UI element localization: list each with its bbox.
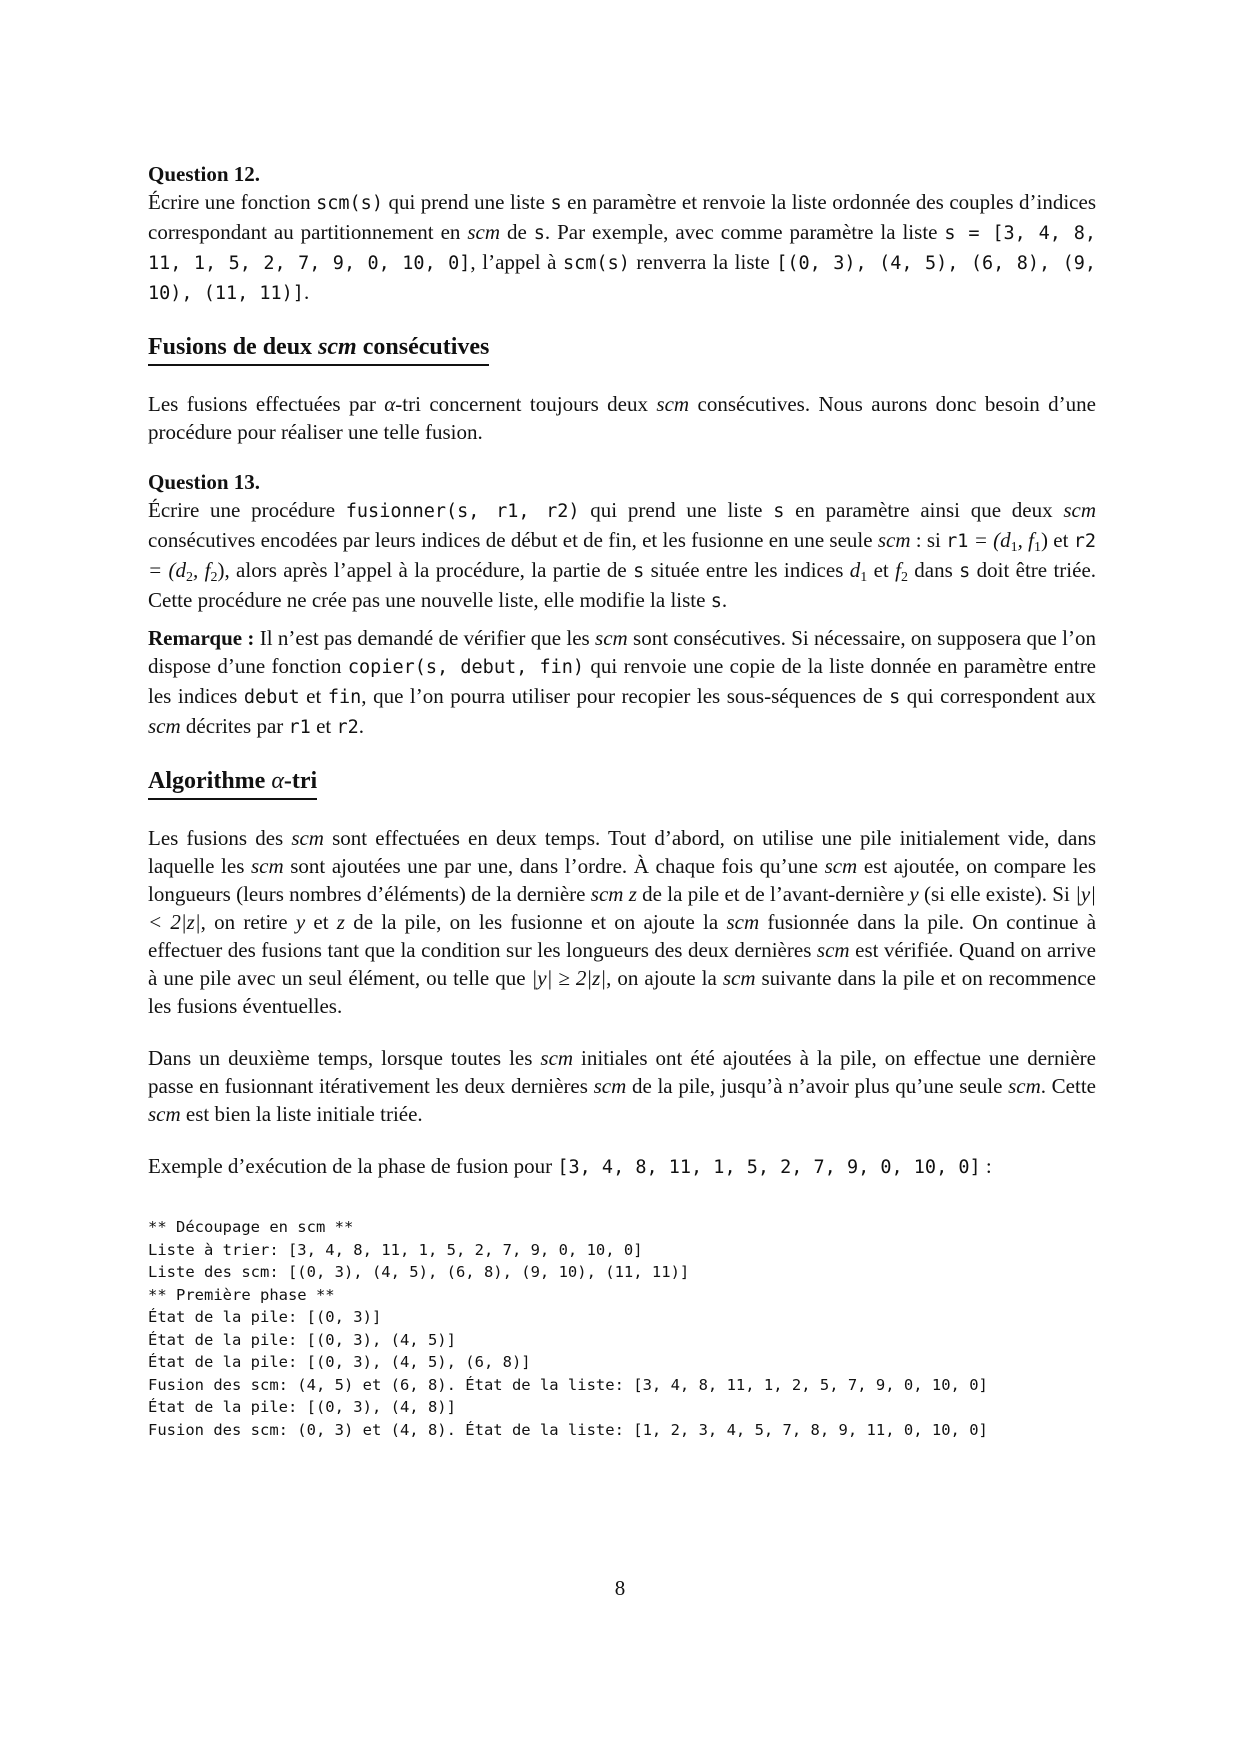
question-12 bbox=[148, 160, 1096, 308]
paragraph-example-intro: Exemple d’exécution de la phase de fusion pour [3, 4, 8, 11, 1, 5, 2, 7, 9, 0, 10, 0] : bbox=[148, 1154, 992, 1178]
page-number: 8 bbox=[614, 1576, 626, 1600]
code-line: Liste à trier: [3, 4, 8, 11, 1, 5, 2, 7, 9, 0, 10, 0] bbox=[148, 1240, 643, 1259]
code-line: État de la pile: [(0, 3), (4, 8)] bbox=[148, 1398, 456, 1416]
remark-label: Remarque : bbox=[148, 626, 255, 650]
code-output-block bbox=[148, 1216, 1096, 1441]
code-line: Liste des scm: [(0, 3), (4, 5), (6, 8), (9, 10), (11, 11)] bbox=[148, 1263, 690, 1281]
paragraph-fusions: Les fusions effectuées par α-tri concernent toujours deux scm consécutives. Nous aurons donc besoin d’une procédure pour réaliser une telle fusion. bbox=[148, 392, 1096, 444]
code-line: État de la pile: [(0, 3)] bbox=[148, 1308, 382, 1326]
section-algorithme bbox=[148, 766, 1096, 800]
question-12-text: Écrire une fonction scm(s) qui prend une liste s en paramètre et renvoie la liste ordonnée des couples d’indices correspondant au partitionnement en scm de s. Par exemple, avec comme paramètre la liste s = [3, 4, 8, 11, 1, 5, 2, 7, 9, 0, 10, 0], l’appel à scm(s) renverra la liste [(0, 3), (4, 5), (6, 8), (9, 10), (11, 11)]. bbox=[148, 190, 1096, 304]
section-title-fusions: Fusions de deux scm consécutives bbox=[148, 332, 489, 366]
code-line: ** Première phase ** bbox=[148, 1285, 335, 1304]
question-13 bbox=[148, 468, 1096, 616]
code-line: Fusion des scm: (4, 5) et (6, 8). État de la liste: [3, 4, 8, 11, 1, 2, 5, 7, 9, 0, 10, 0] bbox=[148, 1375, 988, 1394]
paragraph-algorithm-2: Dans un deuxième temps, lorsque toutes les scm initiales ont été ajoutées à la pile, on effectue une dernière passe en fusionnant itérativement les deux dernières scm de la pile, jusqu’à n’avoir plus qu’une seule scm. Cette scm est bien la liste initiale triée. bbox=[148, 1046, 1096, 1126]
code-line: État de la pile: [(0, 3), (4, 5), (6, 8)] bbox=[148, 1353, 531, 1371]
remark-paragraph: Remarque : Il n’est pas demandé de vérifier que les scm sont consécutives. Si nécessaire, on supposera que l’on dispose d’une fonction copier(s, debut, fin) qui renvoie une copie de la liste donnée en paramètre entre les indices debut et fin, que l’on pourra utiliser pour recopier les sous-séquences de s qui correspondent aux scm décrites par r1 et r2. bbox=[148, 626, 1097, 738]
question-13-text: Écrire une procédure fusionner(s, r1, r2) qui prend une liste s en paramètre ainsi que deux scm consécutives encodées par leurs indices de début et de fin, et les fusionne en une seule scm : si $r1 = (d_1$, $f_1$) et $r2 = (d_2$, $f_2$), alors après l’appel à la procédure, la partie de s située entre les indices $d_1$ et $f_2$ dans s doit être triée. Cette procédure ne crée pas une nouvelle liste, elle modifie la liste s. bbox=[148, 498, 1097, 612]
document-page bbox=[148, 160, 1096, 1441]
section-title-algorithme: Algorithme α-tri bbox=[148, 766, 317, 800]
code-line: ** Découpage en scm ** bbox=[148, 1218, 354, 1236]
question-13-title: Question 13. bbox=[148, 470, 261, 494]
code-line: Fusion des scm: (0, 3) et (4, 8). État de la liste: [1, 2, 3, 4, 5, 7, 8, 9, 11, 0, 10, 0] bbox=[148, 1420, 988, 1439]
paragraph-algorithm-1: Les fusions des scm sont effectuées en deux temps. Tout d’abord, on utilise une pile initialement vide, dans laquelle les scm sont ajoutées une par une, dans l’ordre. À chaque fois qu’une scm est ajoutée, on compare les longueurs (leurs nombres d’éléments) de la dernière scm z de la pile et de l’avant-dernière y (si elle existe). Si |y| < 2|z|, on retire y et z de la pile, on les fusionne et on ajoute la scm fusionnée dans la pile. On continue à effectuer des fusions tant que la condition sur les longueurs des deux dernières scm est vérifiée. Quand on arrive à une pile avec un seul élément, ou telle que |y| ≥ 2|z|, on ajoute la scm suivante dans la pile et on recommence les fusions éventuelles. bbox=[148, 826, 1097, 1018]
code-line: État de la pile: [(0, 3), (4, 5)] bbox=[148, 1330, 456, 1349]
question-12-title: Question 12. bbox=[148, 162, 261, 186]
section-fusions bbox=[148, 332, 1096, 366]
